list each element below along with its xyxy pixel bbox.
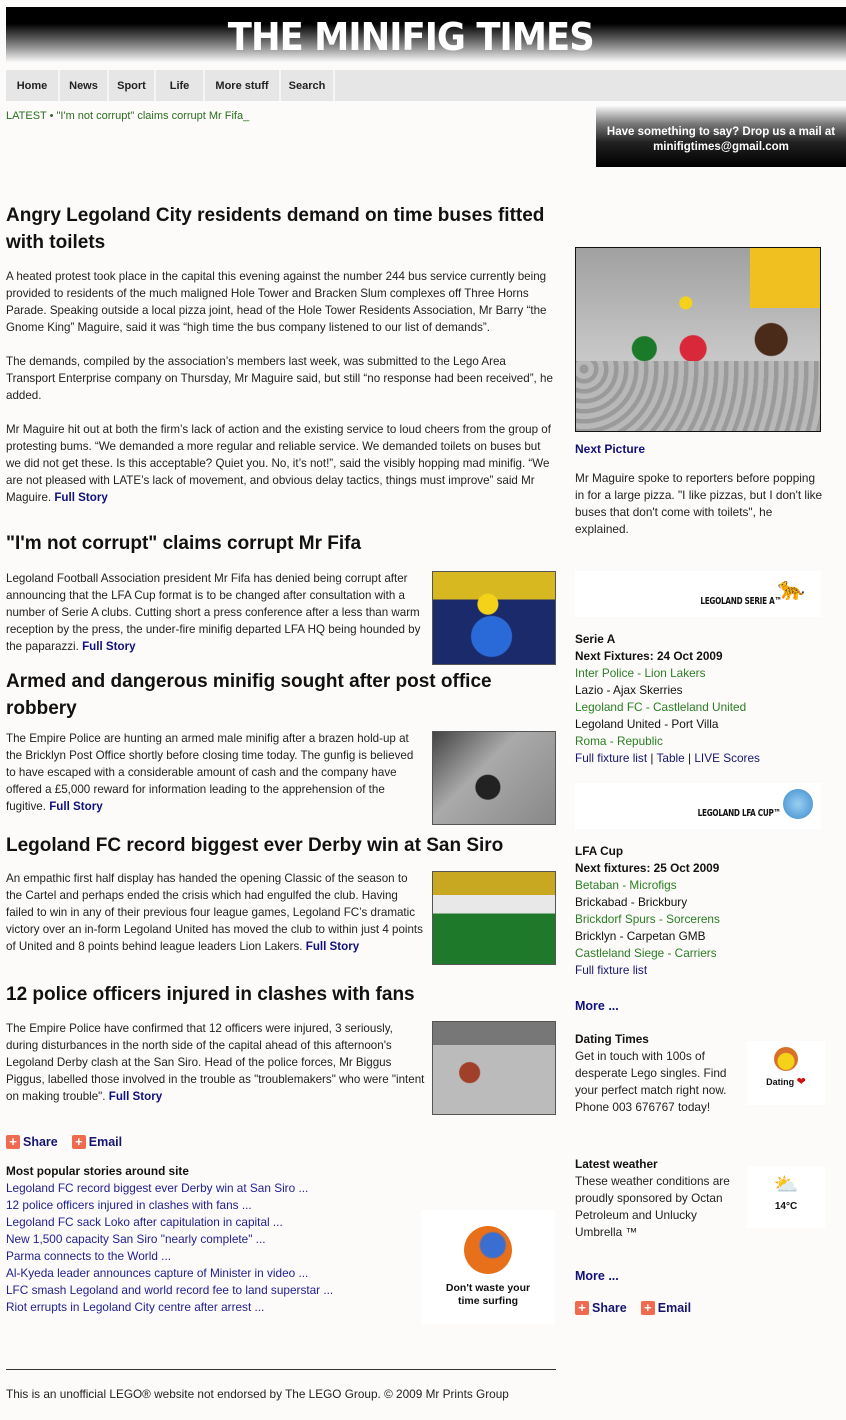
bus-graphic [750, 248, 820, 308]
robbery-thumbnail[interactable] [432, 731, 556, 825]
partly-cloudy-icon: ⛅ [773, 1174, 799, 1196]
mail-banner-line1: Have something to say? Drop us a mail at [606, 126, 836, 138]
fixture-row: Castleland Siege - Carriers [575, 946, 717, 960]
firefox-logo-icon [464, 1226, 512, 1274]
email-button[interactable]: + Email [72, 1135, 122, 1149]
plus-icon: + [641, 1301, 655, 1315]
fixture-row: Bricklyn - Carpetan GMB [575, 929, 706, 943]
popular-link[interactable]: LFC smash Legoland and world record fee to land superstar ... [6, 1283, 334, 1297]
nav-more-stuff[interactable]: More stuff [205, 70, 281, 101]
article-lead [6, 202, 556, 506]
weather-title: Latest weather [575, 1157, 658, 1171]
main-nav [6, 70, 846, 101]
dating-body: Get in touch with 100s of desperate Lego singles. Find your perfect match right now. Phone 003 676767 today! [575, 1049, 727, 1114]
full-fixture-list-link[interactable]: Full fixture list [575, 751, 648, 765]
baseplate-graphic [576, 361, 820, 431]
nav-search[interactable]: Search [281, 70, 335, 101]
main-picture[interactable] [575, 247, 821, 432]
latest-ticker[interactable]: LATEST • "I'm not corrupt" claims corrupt Mr Fifa_ [6, 110, 250, 122]
picture-caption: Mr Maguire spoke to reporters before popping in for a large pizza. "I like pizzas, but I don't like buses that don't come with toilets", he explained. [575, 471, 823, 536]
full-story-link[interactable]: Full Story [54, 491, 108, 504]
weather-badge[interactable]: ⛅ 14°C [747, 1166, 825, 1228]
popular-link[interactable]: Legoland FC record biggest ever Derby win at San Siro ... [6, 1181, 309, 1195]
article-headline[interactable]: 12 police officers injured in clashes with fans [6, 984, 415, 1005]
fixture-row: Betaban - Microfigs [575, 878, 677, 892]
full-story-link[interactable]: Full Story [108, 1090, 163, 1103]
site-title: THE MINIFIG TIMES [228, 15, 594, 59]
serie-a-logo[interactable]: LEGOLAND SERIE A™ 🐆 [575, 571, 821, 617]
dating-title: Dating Times [575, 1032, 649, 1046]
fixture-row: Legoland United - Port Villa [575, 717, 719, 731]
full-fixture-list-link[interactable]: Full fixture list [575, 963, 648, 977]
footer-divider [6, 1369, 556, 1370]
fixture-row: Brickabad - Brickbury [575, 895, 688, 909]
nav-news[interactable]: News [60, 70, 109, 101]
popular-link[interactable]: Riot errupts in Legoland City centre after arrest ... [6, 1300, 265, 1314]
plus-icon: + [72, 1135, 86, 1149]
article-robbery: Armed and dangerous minifig sought after post office robbery The Empire Police are hunting an armed male minifig after a brazen hold-up at the Bricklyn Post Office shortly before closing time today. The gunfig is believed to have escaped with a considerable amount of cash and the company have offered a £5,000 reward for information leading to the apprehension of the fugitive. Full Story [6, 668, 556, 815]
sidebar-share-bar [575, 1301, 825, 1315]
full-story-link[interactable]: Full Story [82, 640, 136, 653]
plus-icon: + [575, 1301, 589, 1315]
sidebar [575, 247, 825, 1315]
derby-thumbnail[interactable] [432, 871, 556, 965]
firefox-ad[interactable]: Don't waste your time surfing [421, 1210, 555, 1324]
lfa-cup-fixtures: LFA Cup Next fixtures: 25 Oct 2009 Betaban - Microfigs Brickabad - Brickbury Brickdorf Spurs - Sorcerens Bricklyn - Carpetan GMB Castleland Siege - Carriers Full fixture list [575, 843, 825, 979]
dating-widget [575, 1031, 825, 1116]
mail-banner[interactable] [596, 105, 846, 167]
fixture-row: Lazio - Ajax Skerries [575, 683, 683, 697]
popular-link[interactable]: 12 police officers injured in clashes with fans ... [6, 1198, 252, 1212]
live-scores-link[interactable]: LIVE Scores [694, 751, 760, 765]
popular-link[interactable]: Legoland FC sack Loko after capitulation in capital ... [6, 1215, 283, 1229]
article-paragraph: The demands, compiled by the association’s members last week, was submitted to the Lego Area Transport Enterprise company on Thursday, Mr Maguire said, but still “no response had been received”, he added. [6, 355, 553, 402]
fixture-row: Brickdorf Spurs - Sorcerens [575, 912, 720, 926]
nav-sport[interactable]: Sport [109, 70, 156, 101]
article-headline[interactable]: Angry Legoland City residents demand on time buses fitted with toilets [6, 205, 545, 253]
article-headline[interactable]: Legoland FC record biggest ever Derby win at San Siro [6, 835, 504, 856]
police-thumbnail[interactable] [432, 1021, 556, 1115]
cup-globe-icon [783, 789, 813, 819]
share-button[interactable]: + Share [6, 1135, 58, 1149]
main-column [6, 200, 556, 1316]
more-link[interactable]: More ... [575, 999, 619, 1013]
fixture-row: Roma - Republic [575, 734, 663, 748]
nav-home[interactable]: Home [6, 70, 60, 101]
article-police: 12 police officers injured in clashes with fans The Empire Police have confirmed that 12 officers were injured, 3 seriously, during disturbances in the north side of the capital ahead of this afternoon's Legoland Derby clash at the San Siro. Head of the police forces, Mr Biggus Piggus, labelled those involved in the trouble as "troublemakers" who were "intent on making trouble". Full Story [6, 981, 556, 1105]
popular-link[interactable]: New 1,500 capacity San Siro "nearly complete" ... [6, 1232, 266, 1246]
article-paragraph: A heated protest took place in the capital this evening against the number 244 bus service currently being provided to residents of the much maligned Hole Tower and Bracken Slum complexes off Three Horns Parade. Speaking outside a local pizza joint, head of the Hole Tower Residents Association, Mr Barry “the Gnome King” Maguire, said it was “high time the bus company listened to our list of demands”. [6, 270, 547, 334]
share-bar [6, 1135, 556, 1149]
email-button[interactable]: + Email [641, 1301, 691, 1315]
table-link[interactable]: Table [656, 751, 685, 765]
next-picture-link[interactable]: Next Picture [575, 442, 646, 456]
heart-icon: ❤ [796, 1076, 806, 1088]
serie-a-fixtures: Serie A Next Fixtures: 24 Oct 2009 Inter Police - Lion Lakers Lazio - Ajax Skerries Legoland FC - Castleland United Legoland United - Port Villa Roma - Republic Full fixture list | Table | LIVE Scores [575, 631, 825, 767]
more-link[interactable]: More ... [575, 1269, 619, 1283]
dating-ad[interactable]: Dating ❤ [747, 1041, 825, 1105]
plus-icon: + [6, 1135, 20, 1149]
share-button[interactable]: + Share [575, 1301, 627, 1315]
article-paragraph: Mr Maguire hit out at both the firm’s lack of action and the existing service to loud cheers from the group of protesting bums. “We demanded a more regular and reliable service. We demanded toilets on buses but we did not get these. Is this acceptable? Quiet you. No, it’s not!”, said the visibly hopping mad minifig. “We are not pleased with LATE’s lack of movement, and obvious delay tactics, things must improve” said Mr Maguire. Full Story [6, 423, 551, 504]
weather-body: These weather conditions are proudly sponsored by Octan Petroleum and Unlucky Umbrella ™ [575, 1174, 730, 1239]
full-story-link[interactable]: Full Story [305, 940, 360, 953]
footer-text: This is an unofficial LEGO® website not endorsed by The LEGO Group. © 2009 Mr Prints Group [6, 1387, 509, 1401]
masthead-banner[interactable] [6, 7, 846, 63]
article-headline[interactable]: "I'm not corrupt" claims corrupt Mr Fifa [6, 533, 362, 554]
puma-icon: 🐆 [777, 577, 805, 602]
full-story-link[interactable]: Full Story [49, 800, 103, 813]
fixture-row: Inter Police - Lion Lakers [575, 666, 706, 680]
fifa-thumbnail[interactable] [432, 571, 556, 665]
popular-link[interactable]: Al-Kyeda leader announces capture of Minister in video ... [6, 1266, 309, 1280]
nav-life[interactable]: Life [156, 70, 205, 101]
article-headline[interactable]: Armed and dangerous minifig sought after post office robbery [6, 671, 492, 719]
article-fifa: "I'm not corrupt" claims corrupt Mr Fifa Legoland Football Association president Mr Fifa has denied being corrupt after announcing that the LFA Cup format is to be changed after consultation with a number of Serie A clubs. Cutting short a press conference after a less than warm reception by the press, the under-fire minifig departed LFA HQ being hounded by the paparazzi. Full Story [6, 530, 556, 655]
popular-link[interactable]: Parma connects to the World ... [6, 1249, 172, 1263]
article-derby: Legoland FC record biggest ever Derby win at San Siro An empathic first half display has handed the opening Classic of the season to the Cartel and perhaps ended the crisis which had engulfed the club. Having failed to win in any of their previous four league games, Legoland FC’s dramatic victory over an in-form Legoland United has moved the club to within just 4 points of United and 8 points behind league leaders Lion Lakers. Full Story [6, 832, 556, 955]
weather-widget [575, 1156, 825, 1241]
popular-title: Most popular stories around site [6, 1164, 189, 1178]
minifig-icon [774, 1047, 798, 1071]
fixture-row: Legoland FC - Castleland United [575, 700, 747, 714]
mail-banner-email: minifigtimes@gmail.com [653, 141, 789, 153]
lfa-cup-logo[interactable]: LEGOLAND LFA CUP™ [575, 783, 821, 829]
